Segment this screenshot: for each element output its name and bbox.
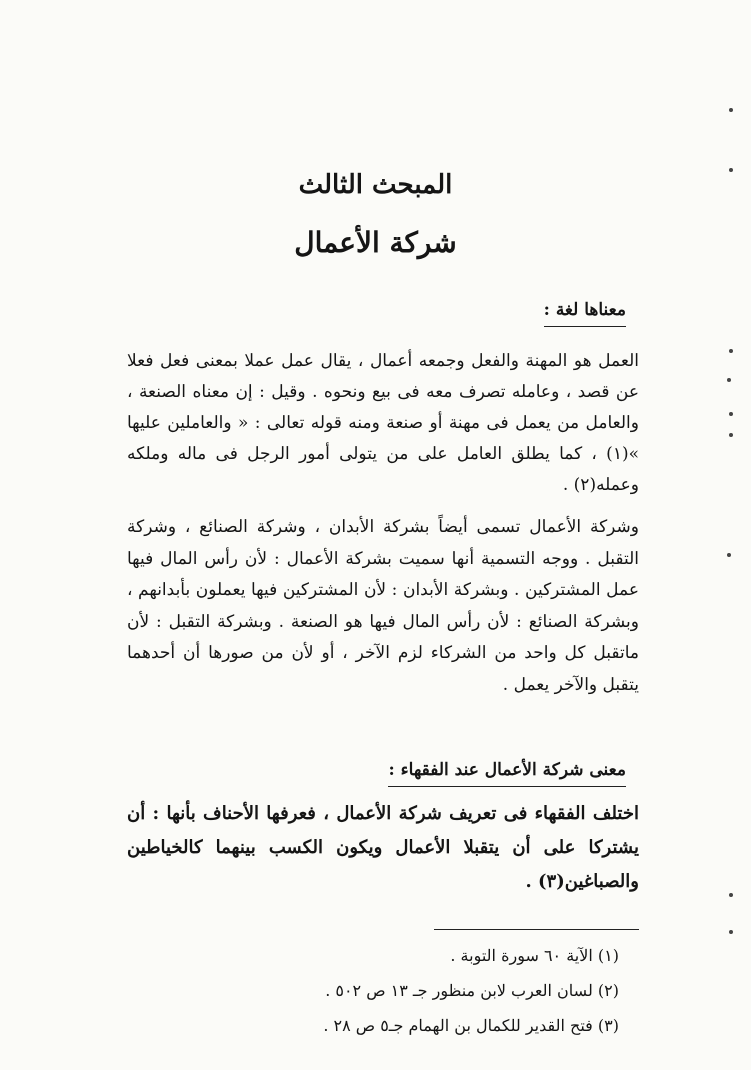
- footnote-divider: [434, 929, 639, 930]
- section-title: شركة الأعمال: [294, 226, 457, 259]
- scan-speck: [729, 433, 733, 437]
- paragraph-jurists-definition: اختلف الفقهاء فى تعريف شركة الأعمال ، فعرفها الأحناف بأنها : أن يشتركا على أن يتقبلا الأعمال ويكون الكسب بينهما كالخياطين والصباغين(٣) .: [127, 803, 639, 892]
- paragraph-naming: وشركة الأعمال تسمى أيضاً بشركة الأبدان ، وشركة الصنائع ، وشركة التقبل . ووجه التسمية أنها سميت بشركة الأعمال : لأن رأس المال فيها عمل المشتركين . وبشركة الأبدان : لأن المشتركين فيها يعملون بأبدانهم ، وبشركة الصنائع : لأن رأس المال فيها هو الصنعة . وبشركة التقبل : لأن ماتقبل كل واحد من الشركاء لزم الآخر ، أو لأن من صورها أن أحدهما يتقبل والآخر يعمل .: [127, 517, 639, 695]
- chapter-title: المبحث الثالث: [298, 170, 453, 200]
- footnote-1: (١) الآية ٦٠ سورة التوبة .: [450, 946, 619, 965]
- scan-speck: [729, 930, 733, 934]
- footnote-2: (٢) لسان العرب لابن منظور جـ ١٣ ص ٥٠٢ .: [325, 981, 619, 1000]
- scan-speck: [729, 168, 733, 172]
- scan-speck: [729, 108, 733, 112]
- footnotes-list: [323, 938, 619, 1043]
- scan-margin-marks: [721, 0, 751, 1070]
- subheading-linguistic-meaning: معناها لغة :: [544, 297, 626, 327]
- scan-speck: [729, 349, 733, 353]
- scan-speck: [727, 553, 731, 557]
- paragraph-linguistic-meaning: العمل هو المهنة والفعل وجمعه أعمال ، يقال عمل عملا بمعنى فعل فعلا عن قصد ، وعامله تصرف معه فى بيع ونحوه . وقيل : إن معناه الصنعة ، والعامل من يعمل فى مهنة أو صنعة ومنه قوله تعالى : « والعاملين عليها »(١) ، كما يطلق العامل على من يتولى أمور الرجل فى ماله وملكه وعمله(٢) .: [127, 351, 639, 495]
- scan-speck: [729, 412, 733, 416]
- subheading-jurists-meaning: معنى شركة الأعمال عند الفقهاء :: [388, 757, 626, 787]
- scan-speck: [729, 893, 733, 897]
- footnote-3: (٣) فتح القدير للكمال بن الهمام جـ٥ ص ٢٨ .: [323, 1016, 619, 1035]
- scan-speck: [727, 378, 731, 382]
